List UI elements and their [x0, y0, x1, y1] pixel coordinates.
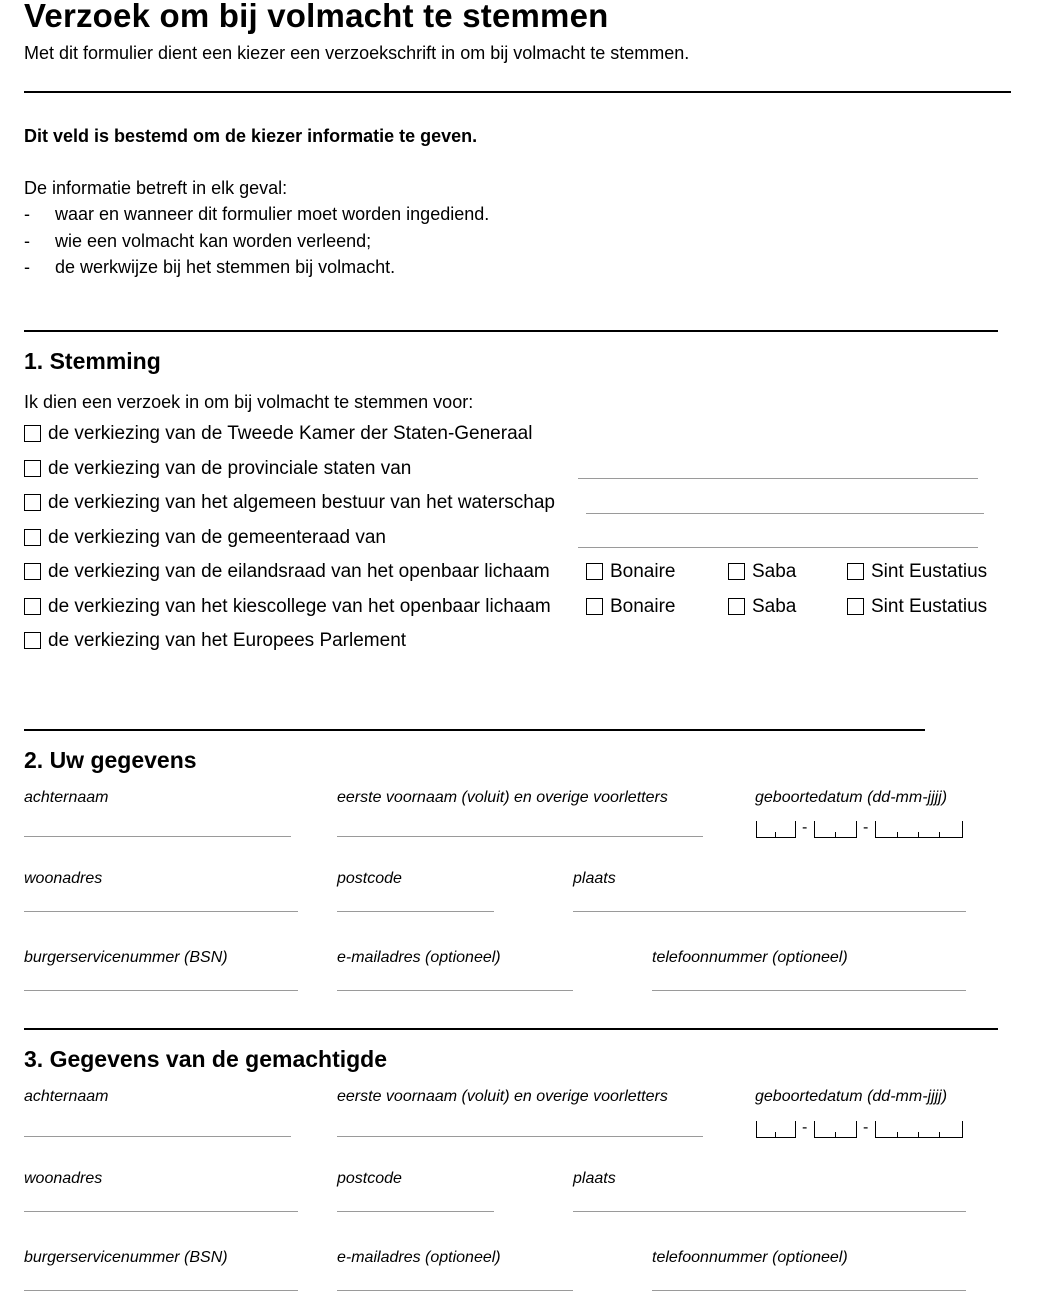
option-label: Bonaire: [610, 561, 676, 582]
tick: [775, 1132, 776, 1137]
info-intro: De informatie betreft in elk geval:: [24, 178, 288, 198]
tick: [835, 1132, 836, 1137]
page-title: Verzoek om bij volmacht te stemmen: [24, 0, 609, 34]
eilandsraad-bonaire[interactable]: [586, 560, 676, 584]
eilandsraad-sint-eustatius[interactable]: [847, 560, 987, 584]
tick: [918, 832, 919, 837]
bsn-input[interactable]: [24, 1290, 298, 1291]
divider: [24, 1028, 998, 1030]
tick: [897, 832, 898, 837]
bsn-label: burgerservicenummer (BSN): [24, 1249, 228, 1266]
tick: [939, 832, 940, 837]
option-europees-parlement[interactable]: [24, 629, 406, 653]
day-field[interactable]: [756, 1121, 796, 1138]
date-separator: -: [863, 819, 869, 836]
option-label: de verkiezing van de eilandsraad van het openbaar lichaam: [48, 561, 550, 582]
option-label: de verkiezing van het Europees Parlement: [48, 630, 407, 651]
day-field[interactable]: [756, 821, 796, 838]
option-eilandsraad[interactable]: [24, 560, 550, 584]
year-field[interactable]: [875, 821, 963, 838]
surname-input[interactable]: [24, 836, 291, 837]
tick: [775, 832, 776, 837]
divider: [24, 330, 998, 332]
postcode-label: postcode: [337, 1170, 402, 1187]
info-bullet: wie een volmacht kan worden verleend;: [55, 231, 372, 251]
checkbox[interactable]: [586, 598, 603, 615]
surname-input[interactable]: [24, 1136, 291, 1137]
year-field[interactable]: [875, 1121, 963, 1138]
bsn-label: burgerservicenummer (BSN): [24, 949, 228, 966]
month-field[interactable]: [814, 1121, 857, 1138]
checkbox[interactable]: [24, 632, 41, 649]
surname-label: achternaam: [24, 789, 109, 806]
info-heading: Dit veld is bestemd om de kiezer informatie te geven.: [24, 126, 478, 146]
postcode-input[interactable]: [337, 911, 494, 912]
section-heading-uw-gegevens: 2. Uw gegevens: [24, 747, 197, 773]
birthdate-label: geboortedatum (dd-mm-jjjj): [755, 789, 948, 806]
gemeente-input[interactable]: [578, 547, 978, 548]
divider: [24, 729, 925, 731]
checkbox[interactable]: [24, 425, 41, 442]
city-input[interactable]: [573, 911, 966, 912]
checkbox[interactable]: [728, 598, 745, 615]
phone-label: telefoonnummer (optioneel): [652, 1249, 848, 1266]
checkbox[interactable]: [24, 529, 41, 546]
date-separator: -: [802, 1119, 808, 1136]
city-input[interactable]: [573, 1211, 966, 1212]
section-heading-stemming: 1. Stemming: [24, 348, 161, 374]
checkbox[interactable]: [24, 563, 41, 580]
page-subtitle: Met dit formulier dient een kiezer een verzoekschrift in om bij volmacht te stemmen.: [24, 43, 690, 63]
option-waterschap[interactable]: [24, 491, 555, 515]
postcode-input[interactable]: [337, 1211, 494, 1212]
checkbox[interactable]: [847, 598, 864, 615]
option-label: de verkiezing van de Tweede Kamer der Staten-Generaal: [48, 423, 533, 444]
city-label: plaats: [573, 870, 616, 887]
postcode-label: postcode: [337, 870, 402, 887]
address-label: woonadres: [24, 1170, 103, 1187]
month-field[interactable]: [814, 821, 857, 838]
address-input[interactable]: [24, 1211, 298, 1212]
tick: [939, 1132, 940, 1137]
kiescollege-bonaire[interactable]: [586, 595, 676, 619]
province-input[interactable]: [578, 478, 978, 479]
tick: [897, 1132, 898, 1137]
firstname-label: eerste voornaam (voluit) en overige voorletters: [337, 789, 668, 806]
checkbox[interactable]: [24, 494, 41, 511]
city-label: plaats: [573, 1170, 616, 1187]
firstname-input[interactable]: [337, 836, 703, 837]
checkbox[interactable]: [847, 563, 864, 580]
email-label: e-mailadres (optioneel): [337, 1249, 501, 1266]
section-heading-gemachtigde: 3. Gegevens van de gemachtigde: [24, 1046, 388, 1072]
email-label: e-mailadres (optioneel): [337, 949, 501, 966]
waterschap-input[interactable]: [586, 513, 984, 514]
birthdate-label: geboortedatum (dd-mm-jjjj): [755, 1088, 948, 1105]
checkbox[interactable]: [586, 563, 603, 580]
checkbox[interactable]: [24, 598, 41, 615]
birthdate-input[interactable]: [756, 1121, 966, 1139]
bsn-input[interactable]: [24, 990, 298, 991]
firstname-input[interactable]: [337, 1136, 703, 1137]
phone-label: telefoonnummer (optioneel): [652, 949, 848, 966]
checkbox[interactable]: [728, 563, 745, 580]
kiescollege-saba[interactable]: [728, 595, 796, 619]
kiescollege-sint-eustatius[interactable]: [847, 595, 987, 619]
info-bullet: de werkwijze bij het stemmen bij volmacht.: [55, 257, 396, 277]
date-separator: -: [802, 819, 808, 836]
phone-input[interactable]: [652, 1290, 966, 1291]
option-tweede-kamer[interactable]: [24, 422, 532, 446]
option-label: Bonaire: [610, 596, 676, 617]
address-label: woonadres: [24, 870, 103, 887]
divider: [24, 91, 1011, 93]
eilandsraad-saba[interactable]: [728, 560, 796, 584]
date-separator: -: [863, 1119, 869, 1136]
option-label: Saba: [752, 596, 797, 617]
option-label: de verkiezing van het algemeen bestuur van het waterschap: [48, 492, 555, 513]
option-label: de verkiezing van de gemeenteraad van: [48, 527, 387, 548]
option-label: de verkiezing van het kiescollege van het openbaar lichaam: [48, 596, 551, 617]
phone-input[interactable]: [652, 990, 966, 991]
email-input[interactable]: [337, 1290, 573, 1291]
option-kiescollege[interactable]: [24, 595, 551, 619]
option-label: Sint Eustatius: [871, 561, 988, 582]
tick: [918, 1132, 919, 1137]
option-gemeenteraad[interactable]: [24, 526, 386, 550]
checkbox[interactable]: [24, 460, 41, 477]
surname-label: achternaam: [24, 1088, 109, 1105]
option-label: Saba: [752, 561, 797, 582]
info-bullet: waar en wanneer dit formulier moet worden ingediend.: [55, 204, 490, 224]
section-intro: Ik dien een verzoek in om bij volmacht te stemmen voor:: [24, 392, 474, 412]
tick: [835, 832, 836, 837]
option-provinciale-staten[interactable]: [24, 457, 411, 481]
bullet-dash: -: [24, 257, 30, 277]
bullet-dash: -: [24, 204, 30, 224]
option-label: de verkiezing van de provinciale staten van: [48, 458, 412, 479]
option-label: Sint Eustatius: [871, 596, 988, 617]
birthdate-input[interactable]: [756, 821, 966, 839]
firstname-label: eerste voornaam (voluit) en overige voorletters: [337, 1088, 668, 1105]
email-input[interactable]: [337, 990, 573, 991]
bullet-dash: -: [24, 231, 30, 251]
address-input[interactable]: [24, 911, 298, 912]
